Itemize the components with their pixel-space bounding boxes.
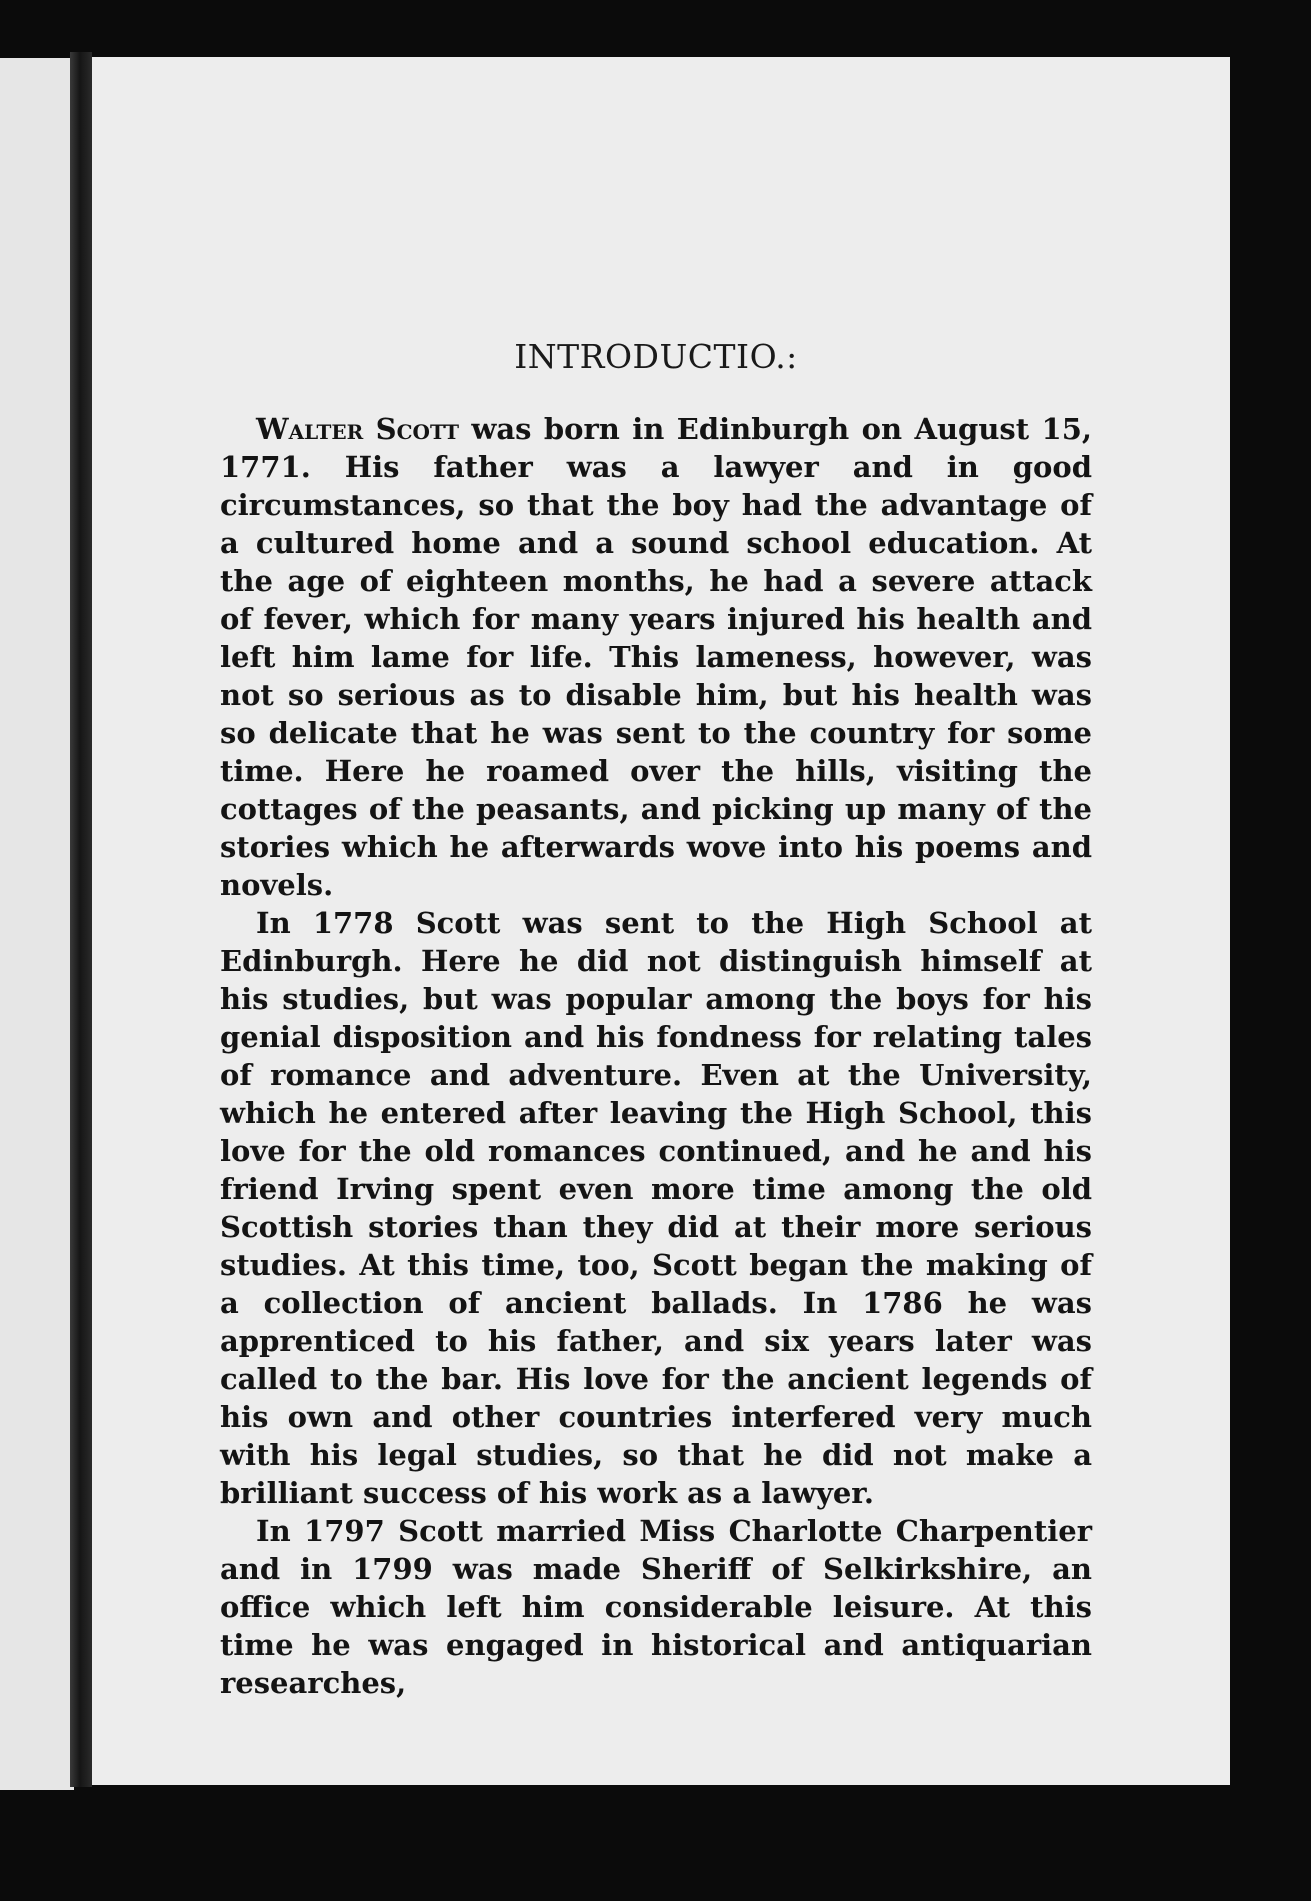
paragraph-3: In 1797 Scott married Miss Charlotte Charpentier and in 1799 was made Sheriff of Selkirkshire, an office which left him considerable leisure. At this time he was engaged in historical and antiquarian researches, (220, 1514, 1092, 1700)
page-content (220, 337, 1092, 1702)
body-text (220, 410, 1092, 1702)
lead-name: Walter Scott (256, 412, 459, 446)
paragraph-1-text: was born in Edinburgh on August 15, 1771. His father was a lawyer and in good circumstances, so that the boy had the advantage of a cultured home and a sound school education. At the age of eighteen months, he had a severe attack of fever, which for many years injured his health and left him lame for life. This lameness, however, was not so serious as to disable him, but his health was so delicate that he was sent to the country for some time. Here he roamed over the hills, visiting the cottages of the peasants, and picking up many of the stories which he afterwards wove into his poems and novels. (220, 412, 1092, 902)
paragraph-1 (220, 410, 1092, 904)
book-gutter (70, 52, 92, 1787)
book-page (92, 57, 1230, 1785)
previous-page-edge (0, 58, 74, 1790)
paragraph-2: In 1778 Scott was sent to the High School at Edinburgh. Here he did not distinguish himself at his studies, but was popular among the boys for his genial disposition and his fondness for relating tales of romance and adventure. Even at the University, which he entered after leaving the High School, this love for the old romances continued, and he and his friend Irving spent even more time among the old Scottish stories than they did at their more serious studies. At this time, too, Scott began the making of a collection of ancient ballads. In 1786 he was apprenticed to his father, and six years later was called to the bar. His love for the ancient legends of his own and other countries interfered very much with his legal studies, so that he did not make a brilliant success of his work as a lawyer. (220, 906, 1092, 1510)
page-title: INTRODUCTIO.: (514, 337, 798, 376)
